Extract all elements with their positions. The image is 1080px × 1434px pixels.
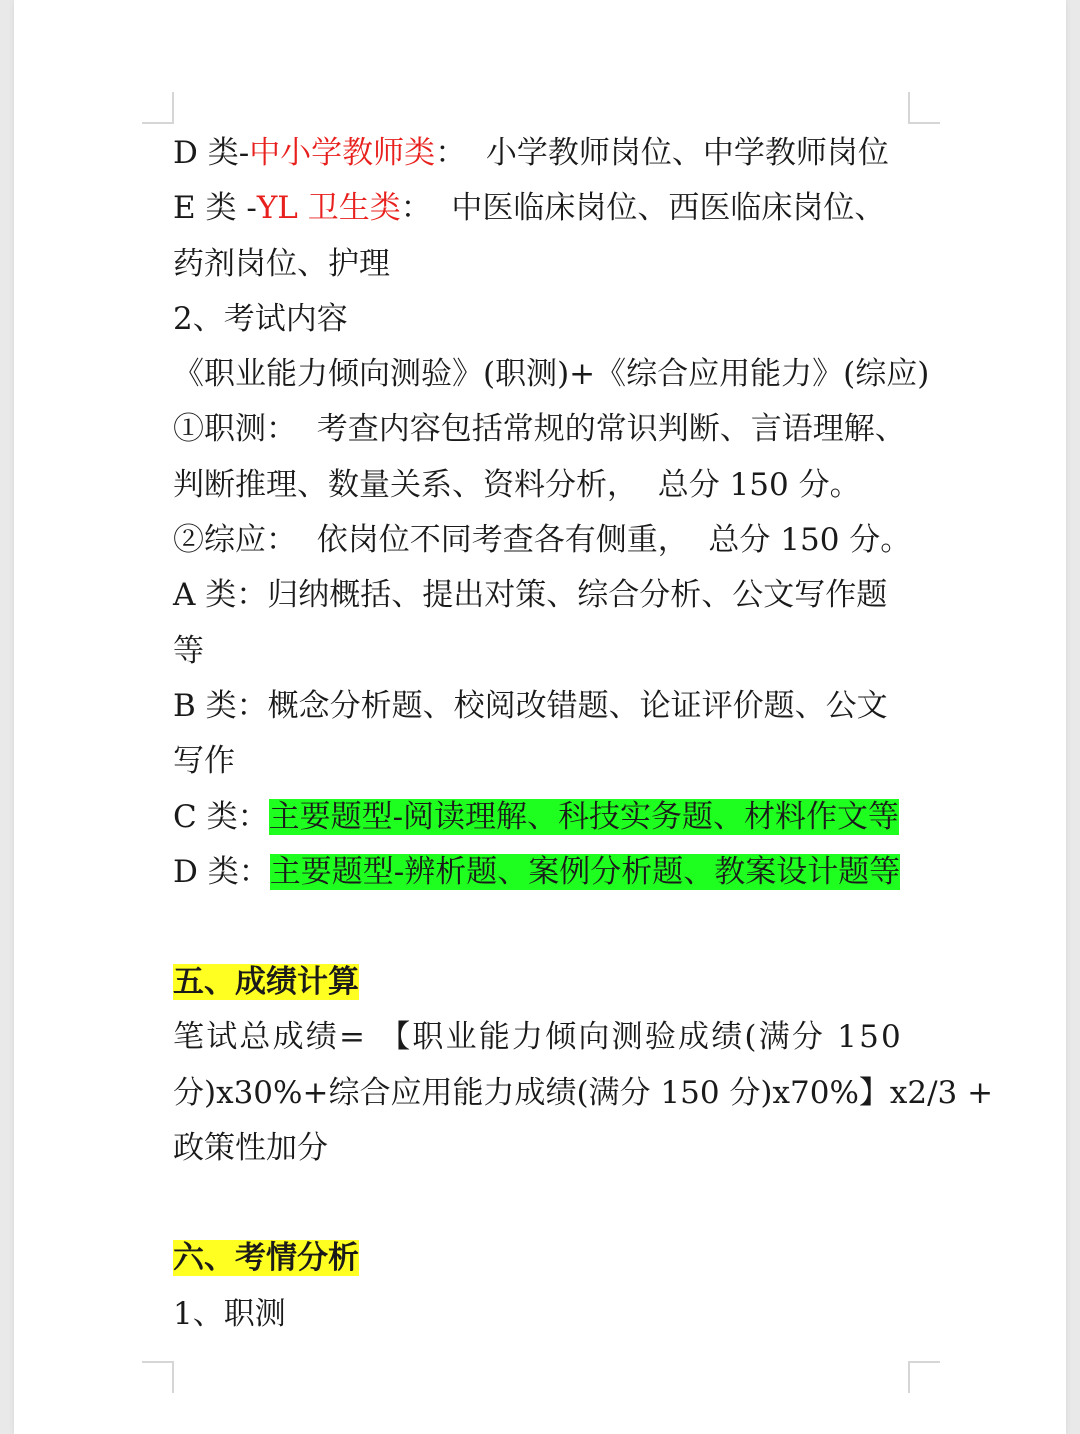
section-5-heading-line bbox=[173, 955, 913, 1010]
category-d-name: 中小学教师类 bbox=[249, 135, 436, 171]
category-d-types-prefix: D 类： bbox=[173, 853, 270, 890]
exam-content-heading: 2、考试内容 bbox=[173, 300, 348, 337]
category-a-types-line2: 等 bbox=[173, 632, 204, 669]
category-d-types-highlight: 主要题型-辨析题、案例分析题、教案设计题等 bbox=[269, 853, 901, 890]
category-e-positions: ： 中医临床岗位、西医临床岗位、 bbox=[400, 190, 886, 227]
section-5-heading: 五、成绩计算 bbox=[173, 964, 359, 1001]
margin-mark-top-left bbox=[142, 92, 174, 124]
category-c-types bbox=[173, 790, 913, 845]
margin-mark-top-right bbox=[908, 92, 940, 124]
exam-subjects: 《职业能力倾向测验》(职测)+《综合应用能力》(综应) bbox=[173, 356, 930, 393]
zhice-description-line1: ①职测： 考查内容包括常规的常识判断、言语理解、 bbox=[173, 411, 906, 448]
category-d-line bbox=[173, 126, 913, 181]
document-body bbox=[173, 126, 994, 1342]
blank-line bbox=[173, 900, 913, 955]
zhice-description-line2: 判断推理、数量关系、资料分析， 总分 150 分。 bbox=[173, 466, 861, 503]
category-a-types-line1: A 类：归纳概括、提出对策、综合分析、公文写作题 bbox=[173, 577, 888, 614]
category-e-line bbox=[173, 181, 913, 236]
analysis-item-1: 1、职测 bbox=[173, 1295, 286, 1332]
category-c-highlight: 主要题型-阅读理解、科技实务题、材料作文等 bbox=[268, 798, 900, 835]
category-c-prefix: C 类： bbox=[173, 798, 269, 835]
formula-line3: 政策性加分 bbox=[173, 1130, 328, 1167]
section-6-heading-line bbox=[173, 1231, 913, 1286]
margin-mark-bottom-right bbox=[908, 1361, 940, 1393]
category-e-continuation: 药剂岗位、护理 bbox=[173, 245, 390, 282]
formula-line1: 笔试总成绩= 【职业能力倾向测验成绩(满分 150 bbox=[173, 1019, 903, 1056]
formula-line2: 分)x30%+综合应用能力成绩(满分 150 分)x70%】x2/3 + bbox=[173, 1074, 994, 1111]
margin-mark-bottom-left bbox=[142, 1361, 174, 1393]
category-d-types bbox=[173, 845, 913, 900]
category-d-positions: ： 小学教师岗位、中学教师岗位 bbox=[435, 135, 889, 171]
category-e-name: YL 卫生类 bbox=[256, 190, 401, 227]
section-6-heading: 六、考情分析 bbox=[173, 1240, 359, 1277]
category-e-prefix: E 类 - bbox=[173, 190, 257, 227]
category-b-types-line1: B 类：概念分析题、校阅改错题、论证评价题、公文 bbox=[173, 687, 888, 724]
zongying-description: ②综应： 依岗位不同考查各有侧重， 总分 150 分。 bbox=[173, 522, 912, 559]
blank-line bbox=[173, 1176, 913, 1231]
category-d-prefix: D 类- bbox=[173, 135, 250, 171]
category-b-types-line2: 写作 bbox=[173, 743, 235, 780]
